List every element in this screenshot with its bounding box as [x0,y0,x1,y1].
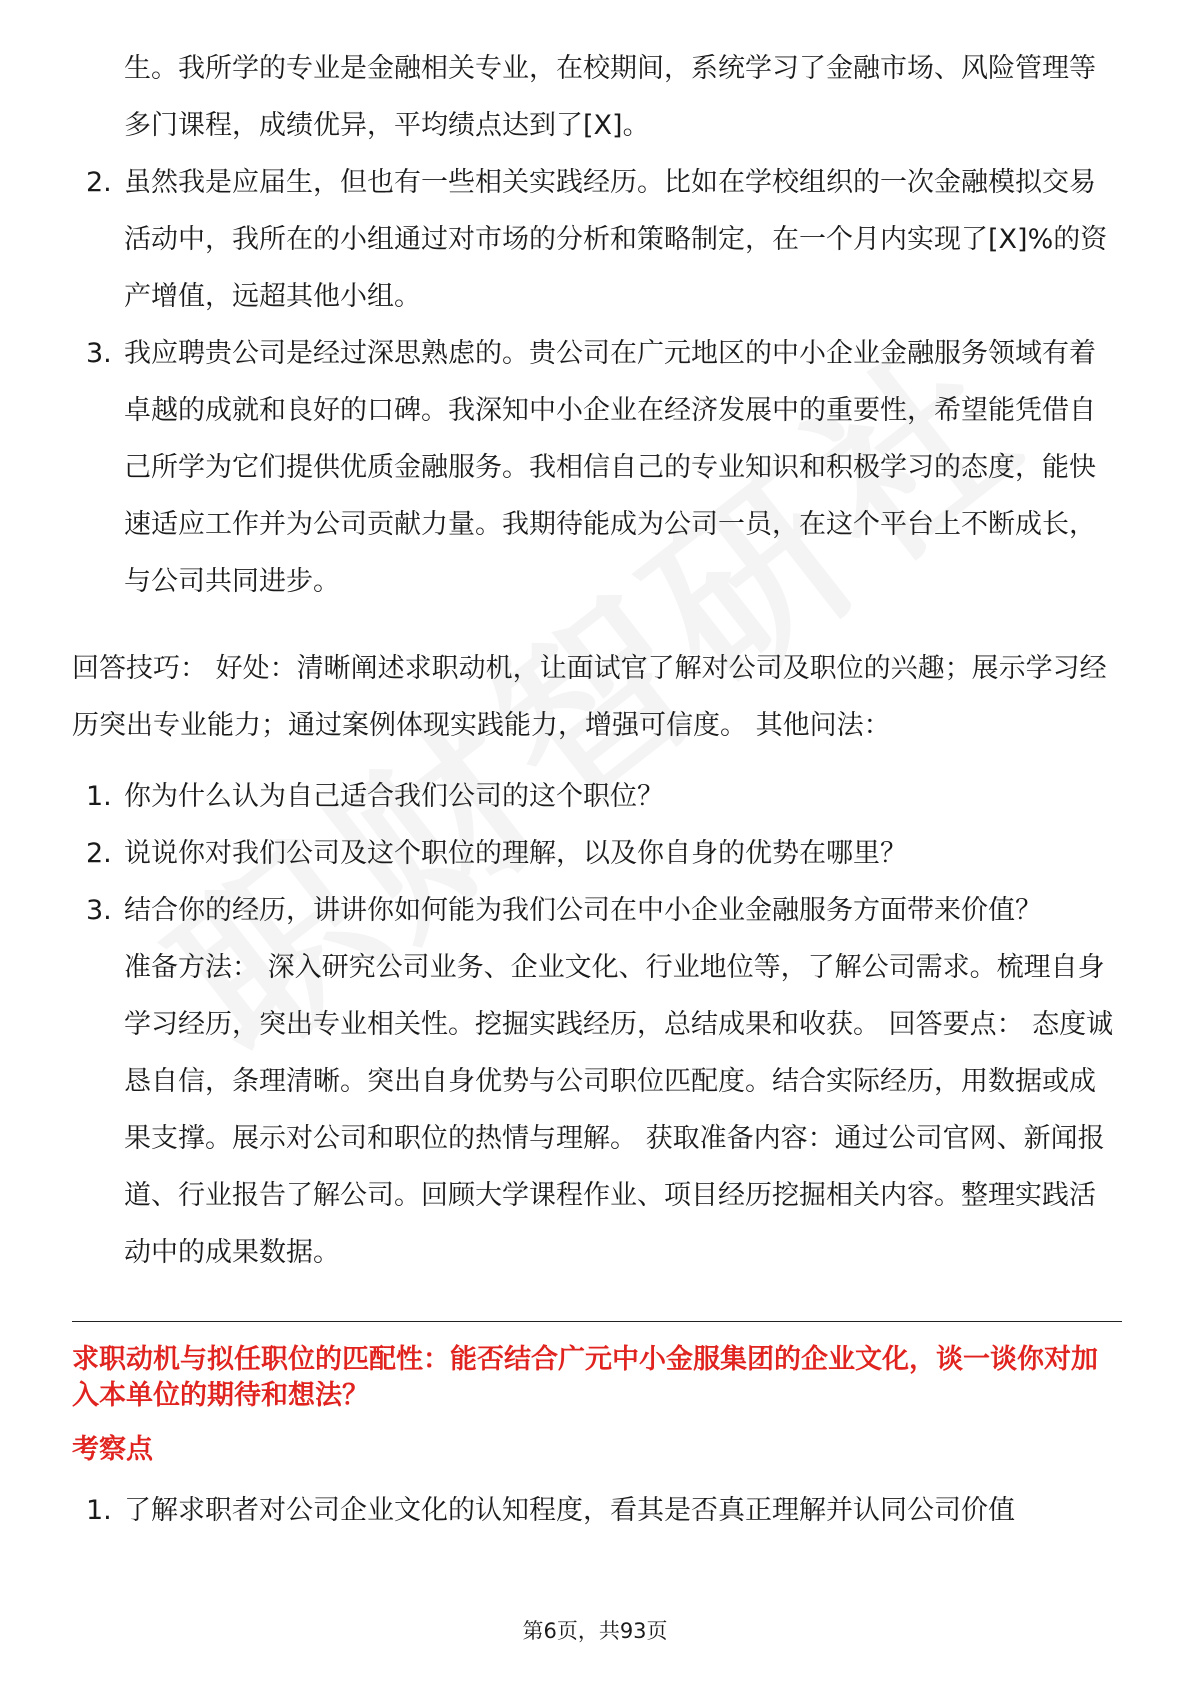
answer-tips: 回答技巧： 好处：清晰阐述求职动机，让面试官了解对公司及职位的兴趣；展示学习经历突出专业能力；通过案例体现实践能力，增强可信度。 其他问法： [72,653,1107,741]
section-divider [72,1321,1122,1322]
list-item-text: 我应聘贵公司是经过深思熟虑的。贵公司在广元地区的中小企业金融服务领域有着卓越的成就和良好的口碑。我深知中小企业在经济发展中的重要性，希望能凭借自己所学为它们提供优质金融服务。我相信自己的专业知识和积极学习的态度，能快速适应工作并为公司贡献力量。我期待能成为公司一员，在这个平台上不断成长，与公司共同进步。 [124,338,1096,597]
list-number: 1. [86,1495,112,1526]
list-item-continuation: 生。我所学的专业是金融相关专业，在校期间，系统学习了金融市场、风险管理等多门课程，成绩优异，平均绩点达到了[X]。 [124,53,1096,141]
list-item [72,154,1122,325]
list-number: 2. [86,167,112,198]
list-item [72,325,1122,610]
list-item-text: 说说你对我们公司及这个职位的理解，以及你自身的优势在哪里？ [124,838,907,869]
assessment-list [72,1482,1122,1539]
list-number: 2. [86,838,112,869]
other-questions-list [72,768,1122,939]
list-item [72,882,1122,939]
page-footer: 第6页，共93页 [522,1619,668,1643]
list-item [72,768,1122,825]
list-item [72,825,1122,882]
list-number: 3. [86,338,112,369]
list-number: 1. [86,781,112,812]
answer-list [72,154,1122,610]
list-item-text: 结合你的经历，讲讲你如何能为我们公司在中小企业金融服务方面带来价值？ [124,895,1042,926]
section-label: 考察点 [72,1434,153,1465]
list-number: 3. [86,895,112,926]
preparation-notes: 准备方法： 深入研究公司业务、企业文化、行业地位等，了解公司需求。梳理自身学习经历，突出专业相关性。挖掘实践经历，总结成果和收获。 回答要点： 态度诚恳自信，条理清晰。突出自身优势与公司职位匹配度。结合实际经历，用数据或成果支撑。展示对公司和职位的热情与理解。 获取准备内容：通过公司官网、新闻报道、行业报告了解公司。回顾大学课程作业、项目经历挖掘相关内容。整理实践活动中的成果数据。 [124,952,1114,1268]
list-item [72,1482,1122,1539]
list-item-text: 虽然我是应届生，但也有一些相关实践经历。比如在学校组织的一次金融模拟交易活动中，我所在的小组通过对市场的分析和策略制定，在一个月内实现了[X]%的资产增值，远超其他小组。 [124,167,1108,312]
list-item-text: 你为什么认为自己适合我们公司的这个职位？ [124,781,664,812]
document-body [72,40,1122,1539]
question-title: 求职动机与拟任职位的匹配性：能否结合广元中小金服集团的企业文化，谈一谈你对加入本单位的期待和想法？ [72,1344,1098,1411]
list-item-text: 了解求职者对公司企业文化的认知程度，看其是否真正理解并认同公司价值 [124,1495,1015,1526]
